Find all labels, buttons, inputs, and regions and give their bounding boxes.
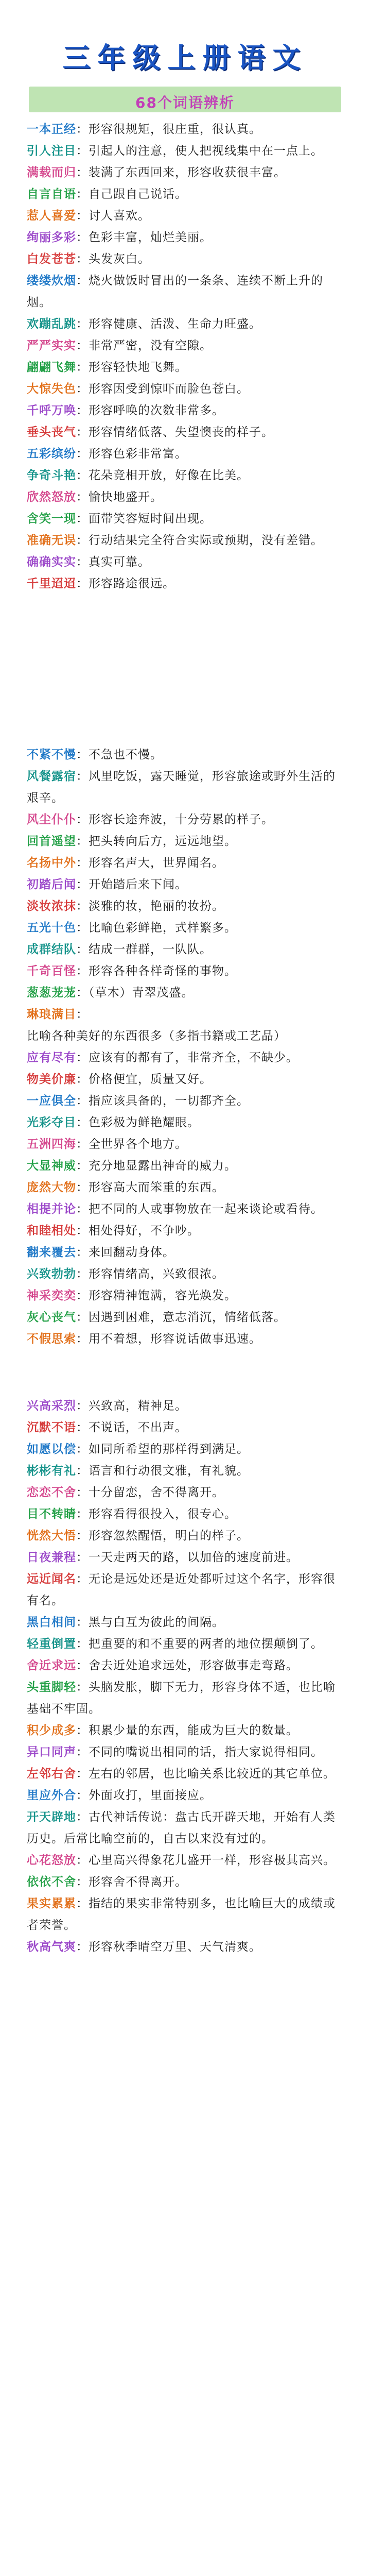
entry-term: 神采奕奕 — [27, 1289, 76, 1302]
vocabulary-section — [27, 118, 343, 595]
vocabulary-entry — [27, 1307, 343, 1328]
vocabulary-entry — [27, 1568, 343, 1612]
vocabulary-entry — [27, 831, 343, 852]
entry-term: 彬彬有礼 — [27, 1464, 76, 1478]
entry-definition: 开始踏后来下闻。 — [89, 878, 187, 891]
entry-term: 五彩缤纷 — [27, 447, 76, 461]
entry-definition: 行动结果完全符合实际或预期，没有差错。 — [89, 534, 323, 547]
entry-definition: 形容高大而笨重的东西。 — [89, 1181, 224, 1194]
vocabulary-entry — [27, 1741, 343, 1763]
entry-definition: 古代神话传说：盘古氏开辟天地，开始有人类历史。后常比喻空前的，自古以来没有过的。 — [27, 1810, 336, 1845]
entry-colon: ： — [76, 900, 89, 913]
entry-term: 物美价廉 — [27, 1073, 76, 1086]
entry-term: 秋高气爽 — [27, 1940, 76, 1954]
entry-colon: ： — [76, 317, 89, 331]
entry-term: 准确无误 — [27, 534, 76, 547]
entry-colon: ： — [76, 1008, 89, 1021]
entry-definition: 来回翻动身体。 — [89, 1246, 175, 1259]
entry-term: 和睦相处 — [27, 1224, 76, 1238]
vocabulary-entry — [27, 508, 343, 530]
entry-definition: 一天走两天的路，以加倍的速度前进。 — [89, 1551, 298, 1564]
entry-colon: ： — [76, 1486, 89, 1499]
entry-colon: ： — [76, 426, 89, 439]
entry-term: 引人注目 — [27, 144, 76, 158]
vocabulary-entry — [27, 140, 343, 162]
vocabulary-entry — [27, 960, 343, 982]
vocabulary-entry — [27, 551, 343, 573]
vocabulary-entry — [27, 1047, 343, 1069]
entry-definition: 形容长途奔波，十分劳累的样子。 — [89, 813, 274, 826]
entry-term: 回首遥望 — [27, 835, 76, 848]
entry-term: 五洲四海 — [27, 1138, 76, 1151]
entry-term: 不紧不慢 — [27, 748, 76, 761]
entry-colon: ： — [76, 1421, 89, 1434]
entry-definition: 外面攻打，里面接应。 — [89, 1789, 212, 1802]
entry-definition: 指结的果实非常特别多，也比喻巨大的成绩或者荣誉。 — [27, 1897, 336, 1932]
entry-colon: ： — [76, 490, 89, 504]
entry-colon: ： — [76, 964, 89, 978]
entry-colon: ： — [76, 1138, 89, 1151]
vocabulary-entry — [27, 421, 343, 443]
entry-definition: 形容忽然醒悟，明白的样子。 — [89, 1529, 249, 1543]
entry-colon: ： — [76, 188, 89, 201]
vocabulary-entry — [27, 1503, 343, 1525]
entry-definition: 头发灰白。 — [89, 252, 150, 266]
vocabulary-entry — [27, 1850, 343, 1871]
vocabulary-entry — [27, 248, 343, 270]
entry-definition: 真实可靠。 — [89, 555, 150, 569]
entry-definition: 结成一群群，一队队。 — [89, 943, 212, 956]
entry-term: 惹人喜爱 — [27, 209, 76, 223]
entry-term: 不假思索 — [27, 1332, 76, 1346]
entry-definition: 淡雅的妆，艳丽的妆扮。 — [89, 900, 224, 913]
entry-term: 千奇百怪 — [27, 964, 76, 978]
vocabulary-entry — [27, 982, 343, 1004]
entry-colon: ： — [76, 209, 89, 223]
entry-definition: 讨人喜欢。 — [89, 209, 150, 223]
entry-colon: ： — [76, 339, 89, 352]
vocabulary-entry — [27, 895, 343, 917]
entry-term: 风餐露宿 — [27, 770, 76, 783]
entry-term: 五光十色 — [27, 921, 76, 935]
vocabulary-entry — [27, 1936, 343, 1958]
vocabulary-entry — [27, 1263, 343, 1285]
entry-term: 绚丽多彩 — [27, 231, 76, 244]
vocabulary-entry — [27, 1438, 343, 1460]
entry-definition: 语言和行动很文雅，有礼貌。 — [89, 1464, 249, 1478]
vocabulary-entry — [27, 400, 343, 421]
entry-colon: ： — [76, 1051, 89, 1064]
entry-colon: ： — [76, 166, 89, 179]
entry-term: 风尘仆仆 — [27, 813, 76, 826]
entry-term: 大惊失色 — [27, 382, 76, 396]
vocabulary-entry — [27, 270, 343, 313]
entry-term: 欢蹦乱跳 — [27, 317, 76, 331]
entry-definition: 不说话，不出声。 — [89, 1421, 187, 1434]
vocabulary-entry — [27, 1460, 343, 1482]
entry-definition: （草木）青翠茂盛。 — [89, 986, 194, 999]
vocabulary-section — [27, 744, 343, 1350]
entry-definition: 把头转向后方，远远地望。 — [89, 835, 237, 848]
vocabulary-entry — [27, 313, 343, 335]
entry-term: 光彩夺目 — [27, 1116, 76, 1129]
vocabulary-section — [27, 1395, 343, 1958]
vocabulary-entry — [27, 162, 343, 183]
vocabulary-entry — [27, 939, 343, 960]
entry-colon: ： — [76, 1897, 89, 1910]
entry-definition: 头脑发胀，脚下无力，形容身体不适，也比喻基础不牢固。 — [27, 1681, 336, 1716]
entry-colon: ： — [76, 512, 89, 526]
entry-term: 白发苍苍 — [27, 252, 76, 266]
entry-definition: 形容看得很投入，很专心。 — [89, 1507, 237, 1521]
entry-term: 争奇斗艳 — [27, 469, 76, 482]
vocabulary-entry — [27, 1525, 343, 1547]
entry-term: 一本正经 — [27, 123, 76, 136]
entry-term: 一应俱全 — [27, 1094, 76, 1108]
entry-definition: 色彩极为鲜艳耀眼。 — [89, 1116, 200, 1129]
entry-definition: 自己跟自己说话。 — [89, 188, 187, 201]
entry-term: 葱葱茏茏 — [27, 986, 76, 999]
entry-colon: ： — [76, 274, 89, 287]
entry-definition: 左右的邻居，也比喻关系比较近的其它单位。 — [89, 1767, 336, 1781]
vocabulary-entry — [27, 1155, 343, 1177]
entry-definition: 价格便宜，质量又好。 — [89, 1073, 212, 1086]
entry-definition: 装满了东西回来，形容收获很丰富。 — [89, 166, 286, 179]
entry-definition: 积累少量的东西，能成为巨大的数量。 — [89, 1724, 298, 1737]
entry-term: 确确实实 — [27, 555, 76, 569]
title-area — [0, 0, 370, 77]
entry-definition: 因遇到困难，意志消沉，情绪低落。 — [89, 1311, 286, 1324]
vocabulary-entry — [27, 1285, 343, 1307]
entry-definition: 引起人的注意，使人把视线集中在一点上。 — [89, 144, 323, 158]
entry-colon: ： — [76, 1094, 89, 1108]
entry-definition: 相处得好，不争吵。 — [89, 1224, 200, 1238]
entry-term: 自言自语 — [27, 188, 76, 201]
entry-term: 满载而归 — [27, 166, 76, 179]
entry-term: 日夜兼程 — [27, 1551, 76, 1564]
entry-term: 缕缕炊烟 — [27, 274, 76, 287]
entry-term: 如愿以偿 — [27, 1443, 76, 1456]
entry-definition: 形容轻快地飞舞。 — [89, 361, 187, 374]
entry-colon: ： — [76, 1116, 89, 1129]
vocabulary-entry — [27, 1220, 343, 1242]
entry-definition: 形容名声大，世界闻名。 — [89, 856, 224, 870]
subtitle-banner — [29, 87, 341, 112]
entry-definition: 应该有的都有了，非常齐全，不缺少。 — [89, 1051, 298, 1064]
entry-definition: 把不同的人或事物放在一起来谈论或看待。 — [89, 1202, 323, 1216]
entry-colon: ： — [76, 123, 89, 136]
entry-term: 含笑一现 — [27, 512, 76, 526]
vocabulary-entry — [27, 1655, 343, 1676]
entry-colon: ： — [76, 943, 89, 956]
vocabulary-entry — [27, 1112, 343, 1133]
entry-colon: ： — [76, 770, 89, 783]
entry-term: 千里迢迢 — [27, 577, 76, 590]
entry-colon: ： — [76, 1159, 89, 1173]
vocabulary-entry — [27, 1328, 343, 1350]
vocabulary-entry — [27, 1069, 343, 1090]
vocabulary-entry — [27, 1785, 343, 1806]
entry-colon: ： — [76, 1181, 89, 1194]
vocabulary-entry — [27, 809, 343, 831]
entry-colon: ： — [76, 1464, 89, 1478]
entry-definition: 形容秋季晴空万里、天气清爽。 — [89, 1940, 261, 1954]
entry-colon: ： — [76, 1529, 89, 1543]
vocabulary-entry — [27, 530, 343, 551]
entry-colon: ： — [76, 1724, 89, 1737]
vocabulary-entry — [27, 1004, 343, 1047]
entry-term: 兴高采烈 — [27, 1399, 76, 1413]
vocabulary-entry — [27, 1133, 343, 1155]
vocabulary-entry — [27, 357, 343, 378]
vocabulary-entry — [27, 1417, 343, 1438]
entry-colon: ： — [76, 1854, 89, 1867]
entry-definition: 无论是远处还是近处都听过这个名字，形容很有名。 — [27, 1572, 336, 1607]
entry-definition: 不急也不慢。 — [89, 748, 163, 761]
vocabulary-entry — [27, 118, 343, 140]
entry-term: 心花怒放 — [27, 1854, 76, 1867]
entry-colon: ： — [76, 469, 89, 482]
entry-definition: 不同的嘴说出相同的话，指大家说得相同。 — [89, 1745, 323, 1759]
entry-term: 沉默不语 — [27, 1421, 76, 1434]
vocabulary-entry — [27, 1893, 343, 1936]
entry-definition: 指应该具备的，一切都齐全。 — [89, 1094, 249, 1108]
entry-colon: ： — [76, 1572, 89, 1586]
entry-definition: 兴致高，精神足。 — [89, 1399, 187, 1413]
entry-term: 兴致勃勃 — [27, 1267, 76, 1281]
entry-colon: ： — [76, 577, 89, 590]
entry-colon: ： — [76, 878, 89, 891]
vocabulary-entry — [27, 1676, 343, 1720]
entry-colon: ： — [76, 986, 89, 999]
entry-definition: 把重要的和不重要的两者的地位摆颠倒了。 — [89, 1637, 323, 1651]
entry-colon: ： — [76, 144, 89, 158]
entry-definition: 形容健康、活泼、生命力旺盛。 — [89, 317, 261, 331]
entry-term: 目不转睛 — [27, 1507, 76, 1521]
subtitle-text: 68个词语辨析 — [135, 94, 235, 111]
entry-term: 千呼万唤 — [27, 404, 76, 417]
entry-term: 轻重倒置 — [27, 1637, 76, 1651]
entry-term: 初踏后闻 — [27, 878, 76, 891]
entry-definition: 比喻色彩鲜艳，式样繁多。 — [89, 921, 237, 935]
entry-definition: 如同所希望的那样得到满足。 — [89, 1443, 249, 1456]
entry-colon: ： — [76, 534, 89, 547]
vocabulary-entry — [27, 1763, 343, 1785]
vocabulary-entry — [27, 1242, 343, 1263]
vocabulary-entry — [27, 465, 343, 486]
entry-definition: 风里吃饭，露天睡觉，形容旅途或野外生活的艰辛。 — [27, 770, 336, 805]
entry-term: 左邻右舍 — [27, 1767, 76, 1781]
entry-colon: ： — [76, 1551, 89, 1564]
entry-definition: 形容精神饱满，容光焕发。 — [89, 1289, 237, 1302]
entry-definition: 形容舍不得离开。 — [89, 1875, 187, 1889]
entry-definition: 舍去近处追求远处，形容做事走弯路。 — [89, 1659, 298, 1672]
entry-definition: 色彩丰富，灿烂美丽。 — [89, 231, 212, 244]
vocabulary-entry — [27, 1482, 343, 1503]
entry-definition: 面带笑容短时间出现。 — [89, 512, 212, 526]
entry-definition: 形容各种各样奇怪的事物。 — [89, 964, 237, 978]
entry-colon: ： — [76, 1246, 89, 1259]
entry-term: 翻来覆去 — [27, 1246, 76, 1259]
vocabulary-entry — [27, 1547, 343, 1568]
vocabulary-entry — [27, 1090, 343, 1112]
entry-term: 欣然怒放 — [27, 490, 76, 504]
vocabulary-entry — [27, 1395, 343, 1417]
entry-colon: ： — [76, 447, 89, 461]
entry-colon: ： — [76, 1745, 89, 1759]
entry-term: 异口同声 — [27, 1745, 76, 1759]
entry-colon: ： — [76, 1073, 89, 1086]
entry-term: 相提并论 — [27, 1202, 76, 1216]
entry-colon: ： — [76, 1875, 89, 1889]
entry-term: 远近闻名 — [27, 1572, 76, 1586]
entry-colon: ： — [76, 361, 89, 374]
page-title: 三年级上册语文 — [62, 42, 308, 74]
vocabulary-entry — [27, 486, 343, 508]
entry-term: 成群结队 — [27, 943, 76, 956]
entry-colon: ： — [76, 1202, 89, 1216]
vocabulary-entry — [27, 766, 343, 809]
entry-definition: 全世界各个地方。 — [89, 1138, 187, 1151]
entry-term: 恋恋不舍 — [27, 1486, 76, 1499]
vocabulary-entry — [27, 744, 343, 766]
entry-term: 大显神威 — [27, 1159, 76, 1173]
entry-colon: ： — [76, 382, 89, 396]
section-spacer — [27, 1350, 343, 1395]
vocabulary-entry — [27, 874, 343, 895]
entry-term: 积少成多 — [27, 1724, 76, 1737]
entry-term: 灰心丧气 — [27, 1311, 76, 1324]
entry-definition: 黑与白互为彼此的间隔。 — [89, 1616, 224, 1629]
entry-definition: 充分地显露出神奇的威力。 — [89, 1159, 237, 1173]
entry-definition: 形容很规矩，很庄重，很认真。 — [89, 123, 261, 136]
entry-sections — [27, 118, 343, 1958]
section-spacer — [27, 595, 343, 744]
entry-colon: ： — [76, 835, 89, 848]
entry-definition: 愉快地盛开。 — [89, 490, 163, 504]
entry-term: 依依不舍 — [27, 1875, 76, 1889]
vocabulary-entry — [27, 443, 343, 465]
entry-term: 淡妆浓抹 — [27, 900, 76, 913]
entry-definition: 形容因受到惊吓而脸色苍白。 — [89, 382, 249, 396]
entry-definition: 形容路途很远。 — [89, 577, 175, 590]
entry-colon: ： — [76, 1224, 89, 1238]
entry-definition: 形容呼唤的次数非常多。 — [89, 404, 224, 417]
entry-definition: 烧火做饭时冒出的一条条、连续不断上升的烟。 — [27, 274, 323, 309]
vocabulary-entry — [27, 1871, 343, 1893]
vocabulary-entry — [27, 1720, 343, 1741]
entry-definition: 花朵竞相开放，好像在比美。 — [89, 469, 249, 482]
entry-colon: ： — [76, 1332, 89, 1346]
entry-definition: 形容色彩非常富。 — [89, 447, 187, 461]
entry-definition: 形容情绪高，兴致很浓。 — [89, 1267, 224, 1281]
vocabulary-entry — [27, 183, 343, 205]
entry-term: 严严实实 — [27, 339, 76, 352]
entry-term: 名扬中外 — [27, 856, 76, 870]
vocabulary-entry — [27, 335, 343, 357]
entry-colon: ： — [76, 1810, 89, 1824]
entry-colon: ： — [76, 1289, 89, 1302]
entry-colon: ： — [76, 1267, 89, 1281]
entry-colon: ： — [76, 921, 89, 935]
entry-term: 恍然大悟 — [27, 1529, 76, 1543]
entry-definition: 非常严密，没有空隙。 — [89, 339, 212, 352]
entry-colon: ： — [76, 1637, 89, 1651]
vocabulary-entry — [27, 1177, 343, 1198]
entry-definition: 心里高兴得象花儿盛开一样，形容极其高兴。 — [89, 1854, 336, 1867]
entry-term: 庞然大物 — [27, 1181, 76, 1194]
entry-colon: ： — [76, 813, 89, 826]
entry-term: 黑白相间 — [27, 1616, 76, 1629]
entry-colon: ： — [76, 1616, 89, 1629]
entry-colon: ： — [76, 1443, 89, 1456]
entry-colon: ： — [76, 1659, 89, 1672]
entry-term: 舍近求远 — [27, 1659, 76, 1672]
entry-colon: ： — [76, 1789, 89, 1802]
entry-term: 垂头丧气 — [27, 426, 76, 439]
vocabulary-entry — [27, 1806, 343, 1850]
entry-colon: ： — [76, 231, 89, 244]
entry-colon: ： — [76, 1399, 89, 1413]
entry-colon: ： — [76, 1767, 89, 1781]
entry-definition: 用不着想，形容说话做事迅速。 — [89, 1332, 261, 1346]
entry-colon: ： — [76, 404, 89, 417]
entry-definition: 形容情绪低落、失望懊丧的样子。 — [89, 426, 274, 439]
vocabulary-entry — [27, 852, 343, 874]
vocabulary-entry — [27, 917, 343, 939]
entry-colon: ： — [76, 1681, 89, 1694]
entry-colon: ： — [76, 252, 89, 266]
vocabulary-entry — [27, 1633, 343, 1655]
entry-colon: ： — [76, 1507, 89, 1521]
entry-colon: ： — [76, 748, 89, 761]
vocabulary-entry — [27, 1612, 343, 1633]
entry-colon: ： — [76, 1940, 89, 1954]
entry-definition: 十分留恋，舍不得离开。 — [89, 1486, 224, 1499]
vocabulary-entry — [27, 573, 343, 595]
entry-term: 琳琅满目 — [27, 1008, 76, 1021]
vocabulary-entry — [27, 205, 343, 227]
vocabulary-entry — [27, 1198, 343, 1220]
entry-term: 果实累累 — [27, 1897, 76, 1910]
entry-term: 应有尽有 — [27, 1051, 76, 1064]
entry-term: 里应外合 — [27, 1789, 76, 1802]
entry-term: 开天辟地 — [27, 1810, 76, 1824]
vocabulary-entry — [27, 227, 343, 248]
entry-term: 头重脚轻 — [27, 1681, 76, 1694]
vocabulary-entry — [27, 378, 343, 400]
entry-term: 翩翩飞舞 — [27, 361, 76, 374]
entry-colon: ： — [76, 1311, 89, 1324]
entry-definition: 比喻各种美好的东西很多（多指书籍或工艺品） — [27, 1029, 286, 1043]
entry-colon: ： — [76, 856, 89, 870]
entry-colon: ： — [76, 555, 89, 569]
